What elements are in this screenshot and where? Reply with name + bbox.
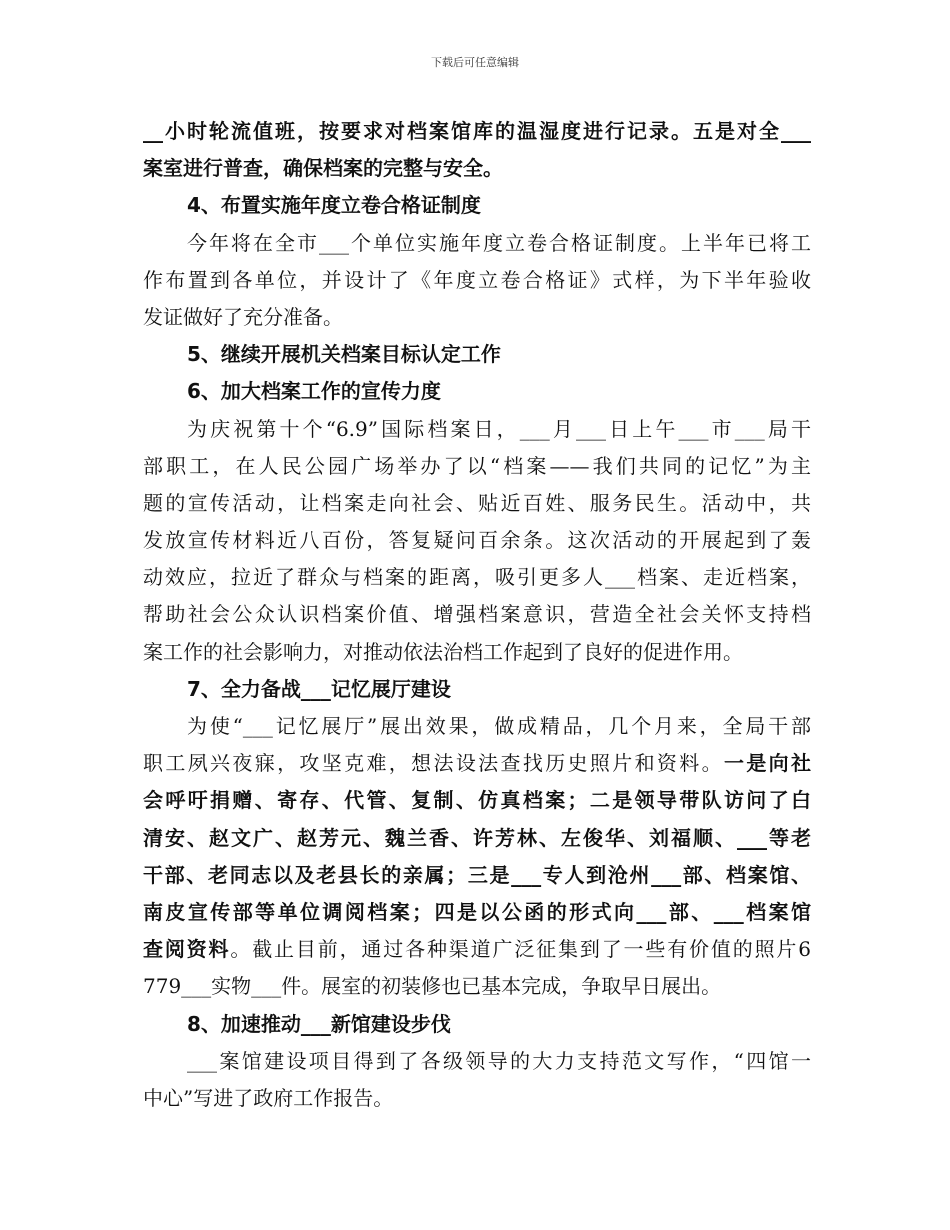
text-segment: 会呼吁捐赠、寄存、代管、复制、仿真档案；二是领导带队访问了白 xyxy=(143,788,811,813)
text-line xyxy=(143,522,811,559)
text-line xyxy=(143,857,811,894)
text-segment: 干部、老同志以及老县长的亲属；三是___专人到沧州___部、档案馆、 xyxy=(143,862,811,887)
text-segment: 779___实物___件。展室的初装修也已基本完成，争取早日展出。 xyxy=(143,974,722,999)
text-segment: 题的宣传活动，让档案走向社会、贴近百姓、服务民生。活动中，共 xyxy=(143,490,811,515)
text-line xyxy=(143,931,811,968)
text-line xyxy=(143,559,811,596)
text-line xyxy=(143,708,811,745)
text-line xyxy=(143,745,811,782)
page-header: 下载后可任意编辑 xyxy=(431,56,519,69)
text-line xyxy=(143,671,811,708)
text-line xyxy=(143,596,811,633)
text-segment: 5、继续开展机关档案目标认定工作 xyxy=(187,342,501,367)
text-line xyxy=(143,1006,811,1043)
text-line xyxy=(143,894,811,931)
text-line xyxy=(143,1080,811,1117)
text-segment: 作布置到各单位，并设计了《年度立卷合格证》式样，为下半年验收 xyxy=(143,267,811,292)
text-line xyxy=(143,225,811,262)
text-segment: 8、加速推动___新馆建设步伐 xyxy=(187,1011,451,1036)
text-line xyxy=(143,299,811,336)
text-line xyxy=(143,262,811,299)
text-line xyxy=(143,150,811,187)
text-segment: 为使“___记忆展厅”展出效果，做成精品，几个月来，全局干部 xyxy=(187,714,811,738)
text-segment: 发放宣传材料近八百份，答复疑问百余条。这次活动的开展起到了轰 xyxy=(143,528,811,553)
text-segment: 帮助社会公众认识档案价值、增强档案意识，营造全社会关怀支持档 xyxy=(143,602,811,627)
text-line xyxy=(143,448,811,485)
text-line xyxy=(143,187,811,224)
text-segment: 6、加大档案工作的宣传力度 xyxy=(187,379,441,404)
text-segment: 案工作的社会影响力，对推动依法治档工作起到了良好的促进作用。 xyxy=(143,639,743,664)
text-segment: 为庆祝第十个“6.9”国际档案日，___月___日上午___市___局干 xyxy=(187,416,811,441)
text-segment: 4、布置实施年度立卷合格证制度 xyxy=(187,193,481,218)
text-line xyxy=(143,1043,811,1080)
text-line xyxy=(143,634,811,671)
text-segment: ___案馆建设项目得到了各级领导的大力支持范文写作，“四馆一 xyxy=(187,1048,811,1073)
text-segment: 一是向社 xyxy=(723,751,812,776)
text-line xyxy=(143,336,811,373)
text-segment: 案室进行普查，确保档案的完整与安全。 xyxy=(143,156,503,181)
text-segment: 查阅资料 xyxy=(143,937,231,962)
text-segment: 南皮宣传部等单位调阅档案；四是以公函的形式向___部、___档案馆 xyxy=(143,899,811,924)
text-line xyxy=(143,411,811,448)
text-segment: 今年将在全市___个单位实施年度立卷合格证制度。上半年已将工 xyxy=(187,230,811,255)
text-segment: 发证做好了充分准备。 xyxy=(143,304,343,329)
document-body xyxy=(143,113,811,1117)
text-segment: 清安、赵文广、赵芳元、魏兰香、许芳林、左俊华、刘福顺、___等老 xyxy=(143,825,811,850)
text-segment: 7、全力备战___记忆展厅建设 xyxy=(187,676,451,701)
text-line xyxy=(143,485,811,522)
text-segment: 中心”写进了政府工作报告。 xyxy=(143,1085,394,1110)
text-line xyxy=(143,373,811,410)
text-segment: __小时轮流值班，按要求对档案馆库的温湿度进行记录。五是对全___ xyxy=(143,119,811,143)
text-segment: 职工夙兴夜寐，攻坚克难，想法设法查找历史照片和资料。 xyxy=(143,751,724,776)
text-line xyxy=(143,820,811,857)
text-line xyxy=(143,968,811,1005)
text-segment: 部职工，在人民公园广场举办了以“档案——我们共同的记忆”为主 xyxy=(143,453,811,478)
text-segment: 动效应，拉近了群众与档案的距离，吸引更多人___档案、走近档案， xyxy=(143,565,811,590)
text-line xyxy=(143,113,811,150)
text-segment: 。截止目前，通过各种渠道广泛征集到了一些有价值的照片6 xyxy=(230,937,811,962)
text-line xyxy=(143,782,811,819)
